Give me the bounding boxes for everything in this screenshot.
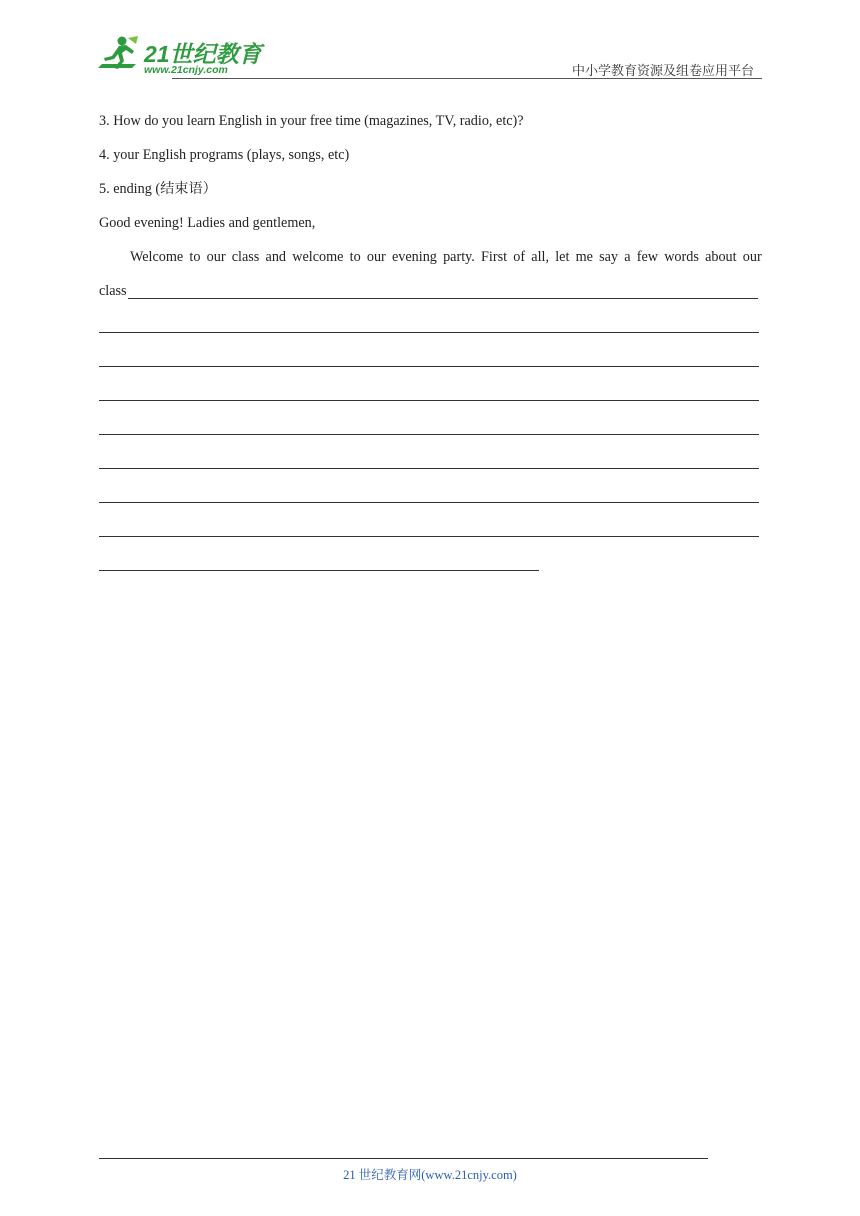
welcome-word: Welcome	[130, 249, 184, 265]
class-line	[99, 274, 762, 308]
site-logo[interactable]	[92, 34, 262, 78]
logo-text: 21世纪教育	[144, 41, 262, 67]
welcome-word: evening	[391, 249, 437, 265]
welcome-word: party.	[443, 249, 475, 265]
welcome-word: First	[481, 249, 508, 265]
logo-url[interactable]: www.21cnjy.com	[144, 64, 228, 76]
question-item-4: 4. your English programs (plays, songs, etc)	[99, 147, 350, 163]
welcome-word: our	[206, 249, 226, 265]
page-header	[92, 30, 762, 80]
welcome-word: words	[664, 249, 699, 265]
welcome-paragraph	[99, 240, 762, 274]
answer-blank-line[interactable]	[99, 399, 759, 401]
answer-blank-line[interactable]	[99, 535, 759, 537]
question-item-3: 3. How do you learn English in your free time (magazines, TV, radio, etc)?	[99, 113, 524, 129]
answer-blank-line[interactable]	[128, 297, 758, 299]
answer-blank-row	[99, 478, 762, 512]
welcome-word: about	[705, 249, 737, 265]
answer-blank-line-final[interactable]	[99, 569, 539, 571]
welcome-word: to	[189, 249, 201, 265]
answer-blank-line[interactable]	[99, 467, 759, 469]
answer-blank-row	[99, 342, 762, 376]
welcome-word: of	[513, 249, 526, 265]
welcome-word: let	[555, 249, 570, 265]
answer-blank-line[interactable]	[99, 501, 759, 503]
header-divider	[172, 78, 762, 79]
header-tagline: 中小学教育资源及组卷应用平台	[571, 63, 754, 78]
document-body	[99, 104, 762, 580]
welcome-word: welcome	[292, 249, 344, 265]
answer-blank-row	[99, 512, 762, 546]
welcome-word: class	[231, 249, 260, 265]
answer-blank-area	[99, 308, 762, 546]
footer-link[interactable]: 21 世纪教育网(www.21cnjy.com)	[343, 1168, 517, 1182]
answer-blank-row-final	[99, 546, 762, 580]
footer-divider	[99, 1158, 708, 1159]
answer-blank-row	[99, 376, 762, 410]
class-prefix: class	[99, 283, 127, 299]
answer-blank-row	[99, 444, 762, 478]
answer-blank-line[interactable]	[99, 331, 759, 333]
welcome-word: a	[624, 249, 631, 265]
answer-blank-line[interactable]	[99, 433, 759, 435]
welcome-word: to	[349, 249, 361, 265]
answer-blank-row	[99, 308, 762, 342]
answer-blank-line[interactable]	[99, 365, 759, 367]
welcome-word: all,	[531, 249, 550, 265]
running-person-icon	[92, 34, 144, 78]
welcome-word: say	[599, 249, 619, 265]
answer-blank-row	[99, 410, 762, 444]
welcome-word: our	[366, 249, 386, 265]
welcome-word: and	[265, 249, 287, 265]
question-item-5: 5. ending (结束语）	[99, 181, 217, 197]
greeting-line: Good evening! Ladies and gentlemen,	[99, 215, 316, 231]
welcome-word: few	[636, 249, 658, 265]
welcome-word: me	[575, 249, 593, 265]
welcome-word: our	[742, 249, 762, 265]
